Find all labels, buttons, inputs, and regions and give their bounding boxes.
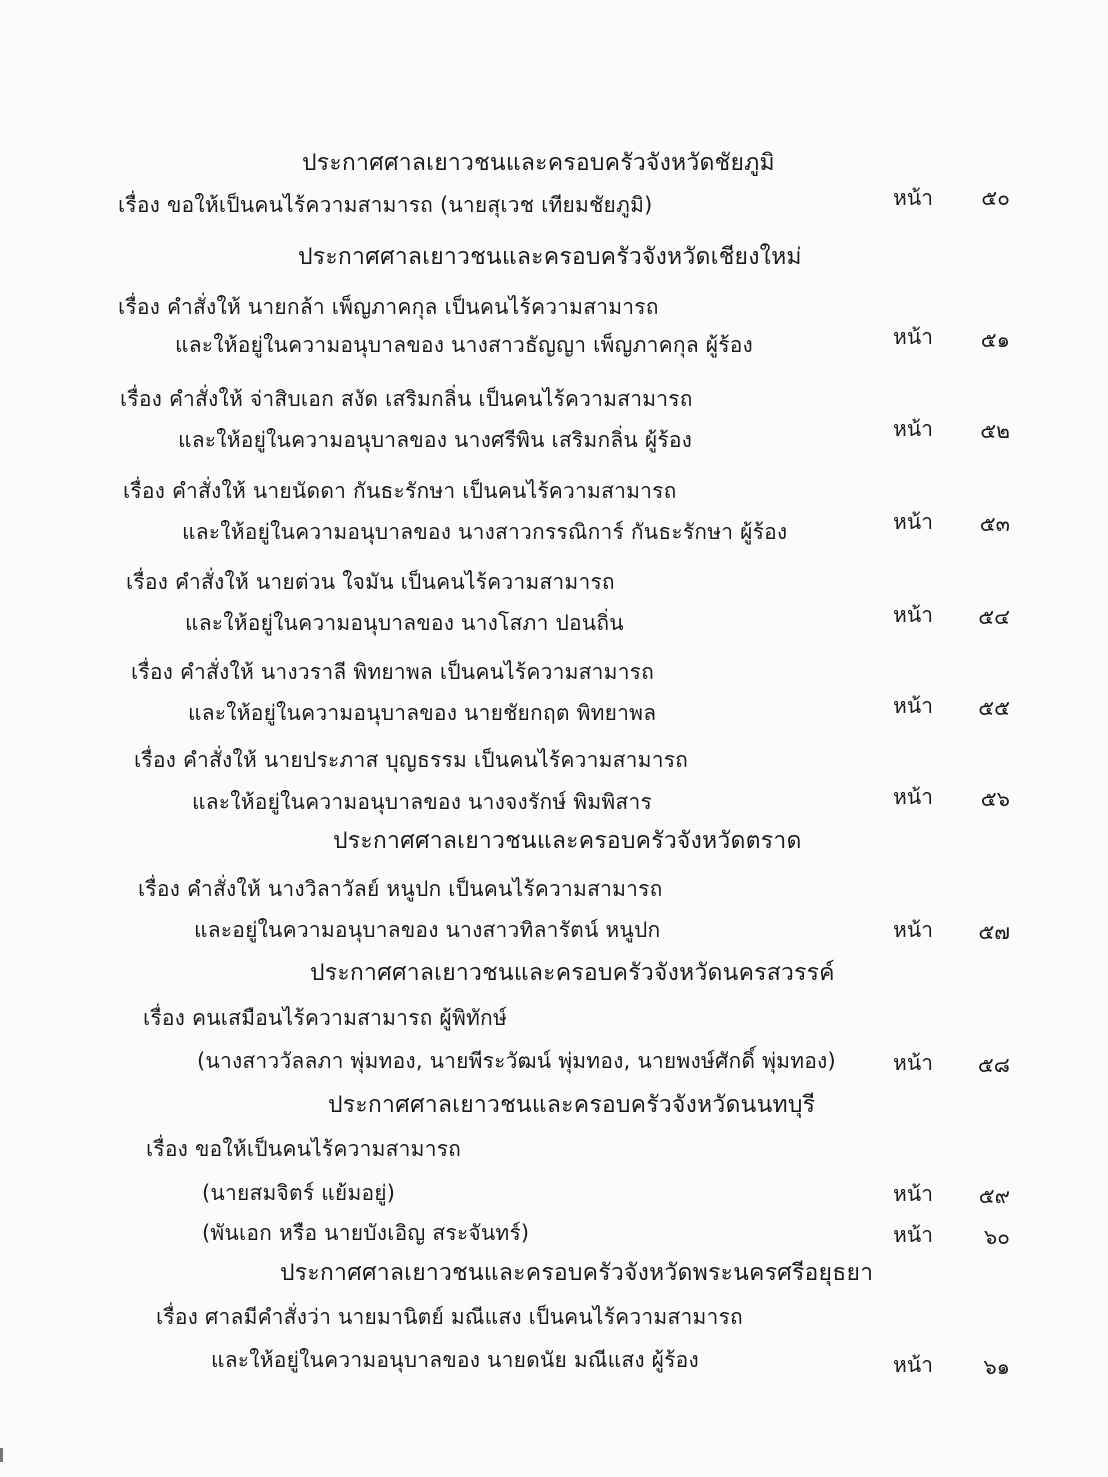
entry-line: เรื่อง คนเสมือนไร้ความสามารถ ผู้พิทักษ์ bbox=[143, 1006, 507, 1030]
entry-line: และให้อยู่ในความอนุบาลของ นางโสภา ปอนถิ่น bbox=[185, 611, 624, 635]
entry-line: เรื่อง คำสั่งให้ นางวิลาวัลย์ หนูปก เป็นคนไร้ความสามารถ bbox=[138, 877, 663, 901]
page-label: หน้า bbox=[893, 918, 933, 942]
page-label: หน้า bbox=[893, 417, 933, 441]
entry-line: เรื่อง คำสั่งให้ นางวราลี พิทยาพล เป็นคนไร้ความสามารถ bbox=[131, 660, 655, 684]
entry-line: และให้อยู่ในความอนุบาลของ นายชัยกฤต พิทยาพล bbox=[188, 701, 657, 725]
page-label: หน้า bbox=[893, 186, 933, 210]
page-number: ๕๘ bbox=[977, 1053, 1010, 1077]
section-heading: ประกาศศาลเยาวชนและครอบครัวจังหวัดนครสวรรค์ bbox=[310, 960, 835, 986]
page-label: หน้า bbox=[893, 1223, 933, 1247]
section-heading: ประกาศศาลเยาวชนและครอบครัวจังหวัดตราด bbox=[333, 828, 802, 854]
section-heading: ประกาศศาลเยาวชนและครอบครัวจังหวัดชัยภูมิ bbox=[302, 150, 775, 176]
page-number: ๕๐ bbox=[981, 186, 1010, 210]
page-label: หน้า bbox=[893, 603, 933, 627]
entry-line: เรื่อง คำสั่งให้ นายกล้า เพ็ญภาคกุล เป็นคนไร้ความสามารถ bbox=[118, 295, 659, 319]
page-label: หน้า bbox=[893, 785, 933, 809]
page-number: ๕๙ bbox=[978, 1184, 1010, 1208]
entry-line: (นายสมจิตร์ แย้มอยู่) bbox=[202, 1181, 396, 1205]
entry-line: และให้อยู่ในความอนุบาลของ นางสาวกรรณิการ์ กันธะรักษา ผู้ร้อง bbox=[182, 520, 788, 544]
page-number: ๕๒ bbox=[980, 419, 1010, 443]
page-number: ๕๓ bbox=[979, 512, 1010, 536]
page-number: ๕๗ bbox=[978, 920, 1010, 944]
section-heading: ประกาศศาลเยาวชนและครอบครัวจังหวัดพระนครศรีอยุธยา bbox=[280, 1260, 874, 1286]
page-label: หน้า bbox=[893, 325, 933, 349]
page-label: หน้า bbox=[893, 694, 933, 718]
page-number: ๖๐ bbox=[983, 1225, 1010, 1249]
page-number: ๕๕ bbox=[978, 696, 1010, 720]
scan-edge-mark bbox=[0, 1448, 3, 1462]
entry-line: และให้อยู่ในความอนุบาลของ นางสาวธัญญา เพ็ญภาคกุล ผู้ร้อง bbox=[175, 333, 754, 357]
section-heading: ประกาศศาลเยาวชนและครอบครัวจังหวัดนนทบุรี bbox=[328, 1092, 816, 1118]
entry-line: และอยู่ในความอนุบาลของ นางสาวทิลารัตน์ หนูปก bbox=[194, 918, 661, 942]
page-label: หน้า bbox=[893, 510, 933, 534]
entry-line: เรื่อง คำสั่งให้ นายประภาส บุญธรรม เป็นคนไร้ความสามารถ bbox=[134, 748, 689, 772]
page-number: ๕๖ bbox=[980, 787, 1010, 811]
page-number: ๕๔ bbox=[978, 605, 1010, 629]
page-number: ๖๑ bbox=[983, 1355, 1010, 1379]
page-label: หน้า bbox=[893, 1051, 933, 1075]
entry-line: เรื่อง คำสั่งให้ จ่าสิบเอก สงัด เสริมกลิ่น เป็นคนไร้ความสามารถ bbox=[120, 387, 693, 411]
entry-line: เรื่อง คำสั่งให้ นายนัดดา กันธะรักษา เป็นคนไร้ความสามารถ bbox=[123, 479, 677, 503]
entry-line: เรื่อง ขอให้เป็นคนไร้ความสามารถ (นายสุเวช เทียมชัยภูมิ) bbox=[118, 193, 653, 217]
entry-line: (นางสาววัลลภา พุ่มทอง, นายพีระวัฒน์ พุ่มทอง, นายพงษ์ศักดิ์ พุ่มทอง) bbox=[197, 1049, 836, 1073]
entry-line: เรื่อง คำสั่งให้ นายต่วน ใจมัน เป็นคนไร้ความสามารถ bbox=[126, 570, 615, 594]
entry-line: และให้อยู่ในความอนุบาลของ นายดนัย มณีแสง ผู้ร้อง bbox=[211, 1348, 699, 1372]
page-label: หน้า bbox=[893, 1353, 933, 1377]
page-label: หน้า bbox=[893, 1182, 933, 1206]
entry-line: (พันเอก หรือ นายบังเอิญ สระจันทร์) bbox=[202, 1221, 530, 1245]
entry-line: และให้อยู่ในความอนุบาลของ นางจงรักษ์ พิมพิสาร bbox=[192, 790, 652, 814]
entry-line: เรื่อง ขอให้เป็นคนไร้ความสามารถ bbox=[146, 1137, 462, 1161]
entry-line: และให้อยู่ในความอนุบาลของ นางศรีพิน เสริมกลิ่น ผู้ร้อง bbox=[178, 428, 693, 452]
section-heading: ประกาศศาลเยาวชนและครอบครัวจังหวัดเชียงใหม่ bbox=[298, 244, 802, 270]
entry-line: เรื่อง ศาลมีคำสั่งว่า นายมานิตย์ มณีแสง เป็นคนไร้ความสามารถ bbox=[156, 1305, 743, 1329]
page-number: ๕๑ bbox=[980, 328, 1010, 352]
